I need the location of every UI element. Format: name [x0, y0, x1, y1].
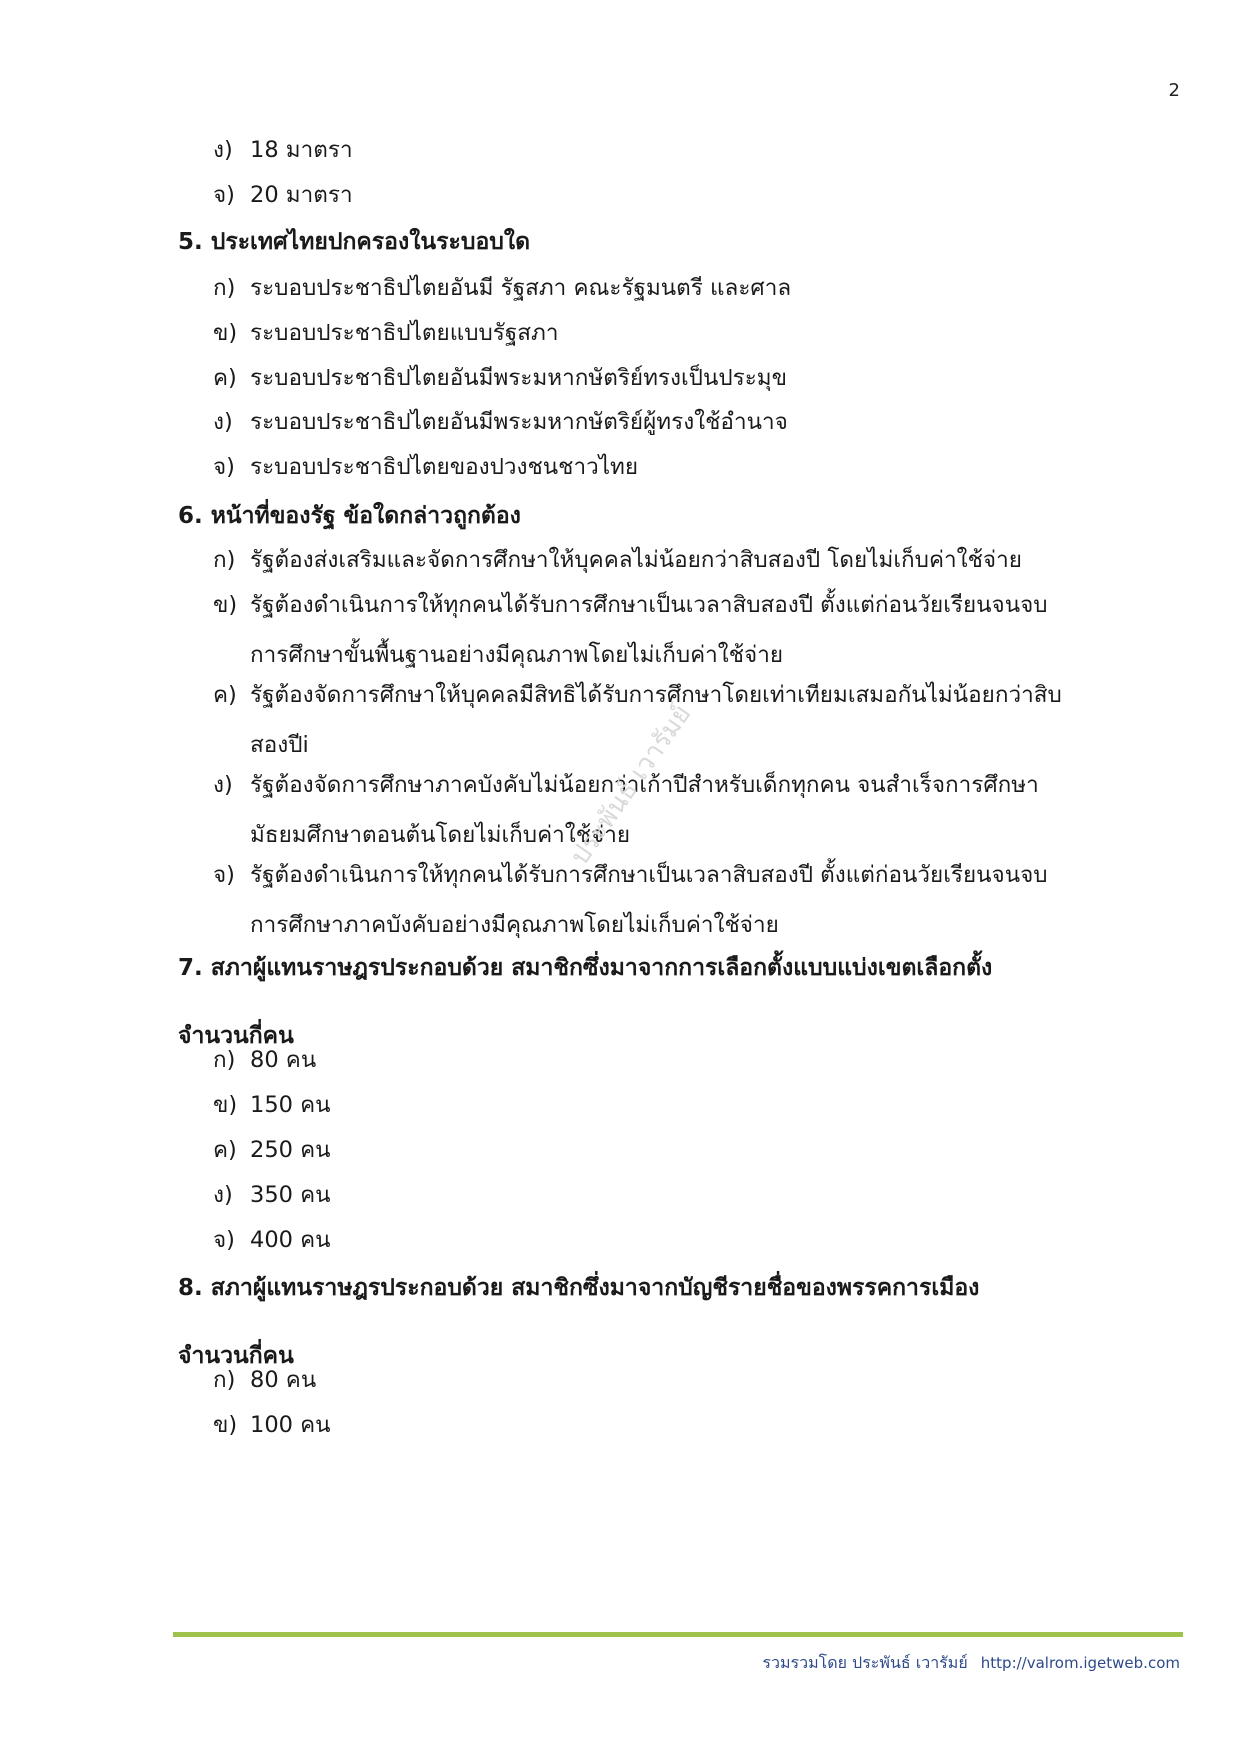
option-label: ง) — [213, 409, 233, 435]
option-text: รัฐต้องจัดการศึกษาภาคบังคับไม่น้อยกว่าเก้าปีสำหรับเด็กทุกคน จนสำเร็จการศึกษา — [250, 772, 1039, 798]
footer-divider — [173, 1632, 1183, 1637]
answer-option — [213, 1355, 1193, 1405]
question-text: 7. สภาผู้แทนราษฎรประกอบด้วย สมาชิกซึ่งมาจากการเลือกตั้งแบบแบ่งเขตเลือกตั้ง — [178, 955, 993, 981]
question-text: 8. สภาผู้แทนราษฎรประกอบด้วย สมาชิกซึ่งมาจากบัญชีรายชื่อของพรรคการเมือง — [178, 1275, 980, 1301]
option-label: จ) — [213, 862, 235, 888]
option-text: ระบอบประชาธิปไตยอันมีพระมหากษัตริย์ผู้ทรงใช้อำนาจ — [250, 409, 788, 435]
option-label: จ) — [213, 1227, 235, 1253]
option-label: ข) — [213, 1092, 238, 1118]
option-text: 350 คน — [250, 1182, 331, 1208]
option-text: 100 คน — [250, 1412, 331, 1438]
option-text: 80 คน — [250, 1367, 317, 1393]
question-text-continued: จำนวนกี่คน — [178, 1023, 294, 1049]
option-text: 18 มาตรา — [250, 137, 353, 163]
option-label: จ) — [213, 182, 235, 208]
option-label: ค) — [213, 365, 237, 391]
option-label: ข) — [213, 592, 238, 618]
option-text: รัฐต้องจัดการศึกษาให้บุคคลมีสิทธิได้รับการศึกษาโดยเท่าเทียมเสมอกันไม่น้อยกว่าสิบ — [250, 682, 1062, 708]
option-text: 400 คน — [250, 1227, 331, 1253]
option-label: ข) — [213, 1412, 238, 1438]
answer-option — [213, 308, 1193, 358]
watermark: ประพันธ์ เวารัมย์ — [564, 699, 698, 871]
answer-option — [213, 1080, 1193, 1130]
answer-option — [213, 1125, 1193, 1175]
option-text: 150 คน — [250, 1092, 331, 1118]
option-label: ก) — [213, 1367, 236, 1393]
option-text: 250 คน — [250, 1137, 331, 1163]
answer-option — [213, 1035, 1193, 1085]
answer-option — [213, 1400, 1193, 1450]
answer-option — [213, 1170, 1193, 1220]
footer-url-link[interactable]: http://valrom.igetweb.com — [980, 1654, 1180, 1672]
answer-option — [213, 263, 1193, 313]
question-text: 5. ประเทศไทยปกครองในระบอบใด — [178, 229, 531, 255]
option-label: ข) — [213, 320, 238, 346]
option-label: ก) — [213, 547, 236, 573]
footer-credit: รวมรวมโดย ประพันธ์ เวารัมย์ — [762, 1653, 968, 1672]
option-text-continued: มัธยมศึกษาตอนต้นโดยไม่เก็บค่าใช้จ่าย — [250, 822, 631, 848]
option-text: รัฐต้องดำเนินการให้ทุกคนได้รับการศึกษาเป็นเวลาสิบสองปี ตั้งแต่ก่อนวัยเรียนจนจบ — [250, 862, 1048, 888]
answer-option — [213, 535, 1193, 585]
option-text: รัฐต้องดำเนินการให้ทุกคนได้รับการศึกษาเป็นเวลาสิบสองปี ตั้งแต่ก่อนวัยเรียนจนจบ — [250, 592, 1048, 618]
option-label: จ) — [213, 454, 235, 480]
option-text: ระบอบประชาธิปไตยแบบรัฐสภา — [250, 320, 559, 346]
option-label: ก) — [213, 275, 236, 301]
option-text-continued: การศึกษาขั้นพื้นฐานอย่างมีคุณภาพโดยไม่เก็บค่าใช้จ่าย — [250, 642, 784, 668]
option-text-continued: การศึกษาภาคบังคับอย่างมีคุณภาพโดยไม่เก็บค่าใช้จ่าย — [250, 912, 779, 938]
answer-option — [213, 125, 1193, 175]
footer — [762, 1651, 1180, 1676]
question-text-continued: จำนวนกี่คน — [178, 1343, 294, 1369]
answer-option — [213, 670, 1193, 770]
option-text: ระบอบประชาธิปไตยอันมี รัฐสภา คณะรัฐมนตรี และศาล — [250, 275, 792, 301]
option-label: ค) — [213, 682, 237, 708]
option-label: ค) — [213, 1137, 237, 1163]
option-label: ง) — [213, 1182, 233, 1208]
option-text: รัฐต้องส่งเสริมและจัดการศึกษาให้บุคคลไม่น้อยกว่าสิบสองปี โดยไม่เก็บค่าใช้จ่าย — [250, 547, 1022, 573]
option-text: 20 มาตรา — [250, 182, 353, 208]
option-text-continued: สองปีi — [250, 732, 309, 758]
answer-option — [213, 760, 1193, 860]
answer-option — [213, 580, 1193, 680]
option-text: ระบอบประชาธิปไตยของปวงชนชาวไทย — [250, 454, 639, 480]
page-number: 2 — [1168, 80, 1180, 101]
option-label: ง) — [213, 137, 233, 163]
answer-option — [213, 353, 1193, 403]
answer-option — [213, 397, 1193, 447]
question-text: 6. หน้าที่ของรัฐ ข้อใดกล่าวถูกต้อง — [178, 503, 521, 529]
option-label: ง) — [213, 772, 233, 798]
option-label: ก) — [213, 1047, 236, 1073]
option-text: 80 คน — [250, 1047, 317, 1073]
option-text: ระบอบประชาธิปไตยอันมีพระมหากษัตริย์ทรงเป็นประมุข — [250, 365, 788, 391]
